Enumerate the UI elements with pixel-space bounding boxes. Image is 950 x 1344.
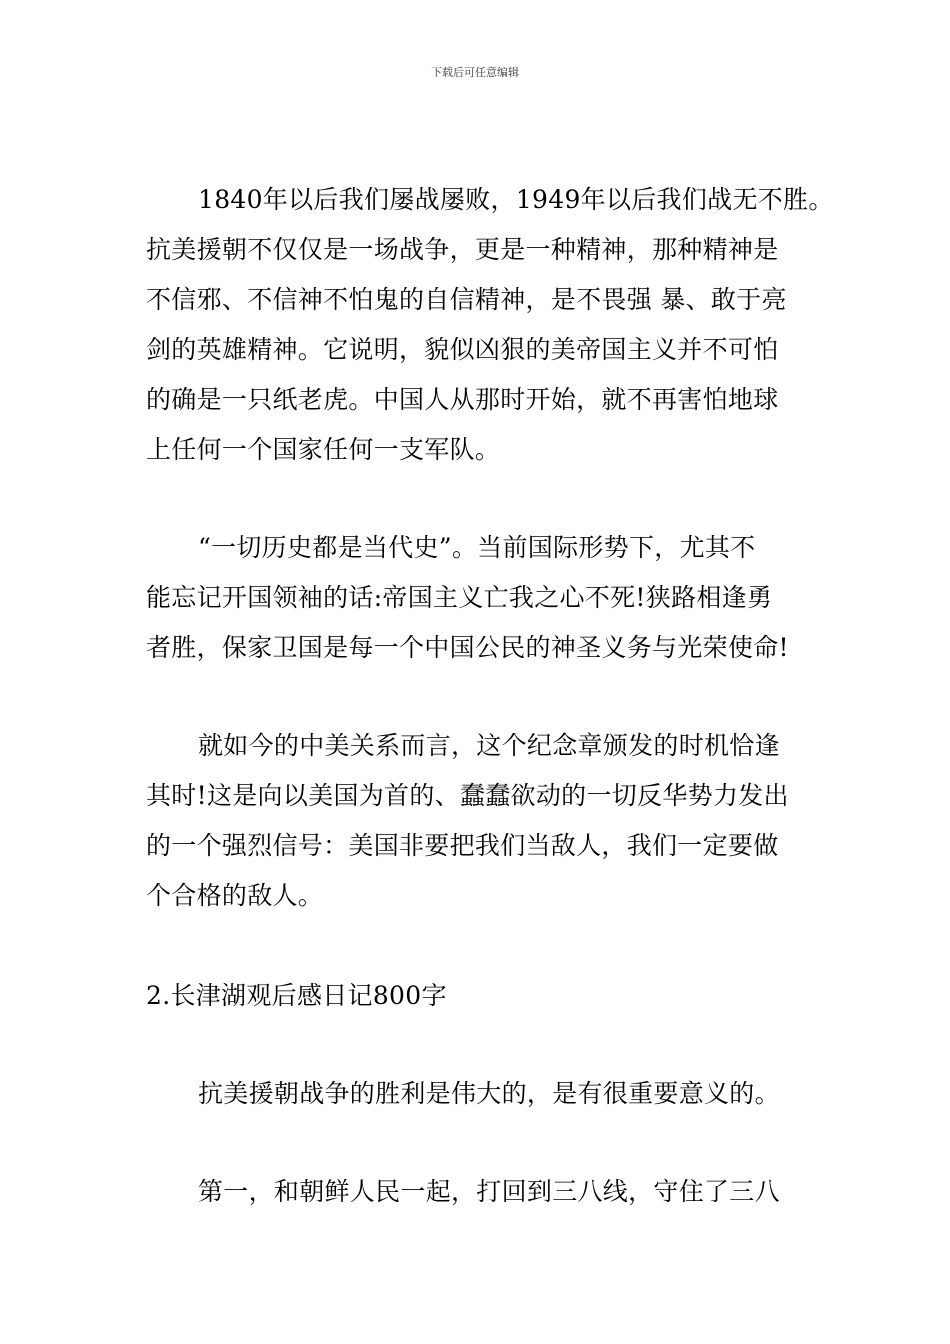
paragraph-1-line-5: 的确是一只纸老虎。中国人从那时开始，就不再害怕地球 <box>146 385 779 414</box>
paragraph-2-line-3: 者胜，保家卫国是每一个中国公民的神圣义务与光荣使命! <box>146 633 789 662</box>
paragraph-3-line-4: 个合格的敌人。 <box>146 881 324 910</box>
paragraph-6-line-1: 第一，和朝鲜人民一起，打回到三八线，守住了三八 <box>198 1177 780 1206</box>
paragraph-1-line-2: 抗美援朝不仅仅是一场战争，更是一种精神，那种精神是 <box>146 235 779 264</box>
paragraph-5-line-1: 抗美援朝战争的胜利是伟大的，是有很重要意义的。 <box>198 1079 780 1108</box>
paragraph-3-line-1: 就如今的中美关系而言，这个纪念章颁发的时机恰逢 <box>198 731 780 760</box>
paragraph-3-line-3: 的一个强烈信号：美国非要把我们当敌人，我们一定要做 <box>146 831 779 860</box>
paragraph-3-line-2: 其时!这是向以美国为首的、蠢蠢欲动的一切反华势力发出 <box>146 781 789 810</box>
paragraph-1-line-6: 上任何一个国家任何一支军队。 <box>146 435 501 464</box>
paragraph-2-line-1: “一切历史都是当代史”。当前国际形势下，尤其不 <box>198 533 756 562</box>
section-heading: 2.长津湖观后感日记800字 <box>146 981 447 1010</box>
paragraph-1-line-3: 不信邪、不信神不怕鬼的自信精神，是不畏强 暴、敢于亮 <box>146 285 787 314</box>
page-header: 下载后可任意编辑 <box>431 66 519 79</box>
paragraph-1-line-4: 剑的英雄精神。它说明，貌似凶狠的美帝国主义并不可怕 <box>146 335 779 364</box>
paragraph-2-line-2: 能忘记开国领袖的话:帝国主义亡我之心不死!狭路相逢勇 <box>146 583 773 612</box>
paragraph-1-line-1: 1840年以后我们屡战屡败，1949年以后我们战无不胜。 <box>198 185 834 214</box>
